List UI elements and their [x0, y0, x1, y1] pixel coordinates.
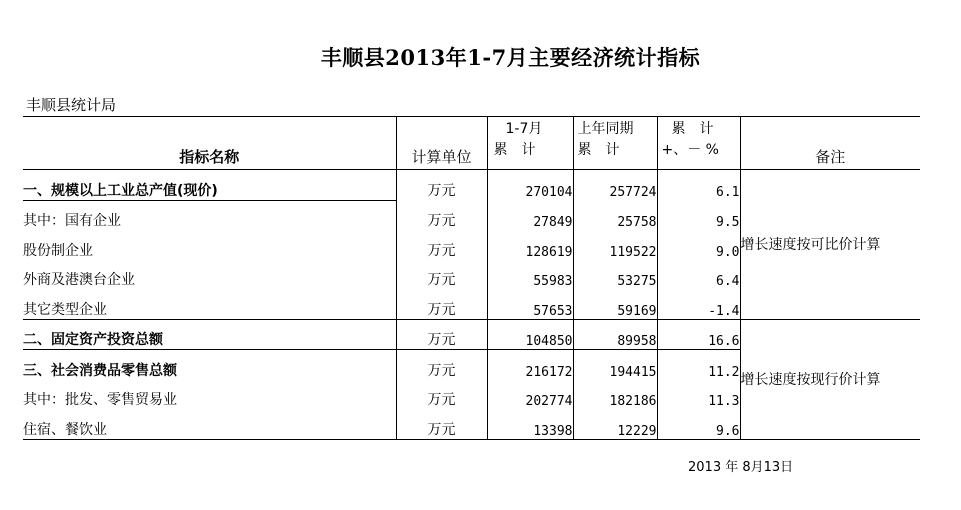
- cumulative-value: 202774: [487, 380, 573, 410]
- cumulative-value: 13398: [487, 409, 573, 439]
- remark-comparable-price: 增长速度按可比价计算: [740, 170, 920, 320]
- header-indicator-name: 指标名称: [23, 117, 396, 170]
- previous-year-value: 59169: [573, 289, 657, 319]
- growth-percent: 11.2: [657, 350, 740, 380]
- previous-year-value: 89958: [573, 319, 657, 350]
- cumulative-value: 55983: [487, 260, 573, 290]
- report-date: 2013 年 8月13日: [688, 460, 794, 475]
- header-cumulative-line2: 累 计: [493, 142, 536, 158]
- table-header-row: [23, 117, 920, 170]
- unit-cell: 万元: [396, 319, 487, 350]
- issuing-organization: 丰顺县统计局: [26, 96, 117, 114]
- remark-current-price: 增长速度按现行价计算: [740, 319, 920, 439]
- unit-cell: 万元: [396, 230, 487, 260]
- unit-cell: 万元: [396, 409, 487, 439]
- header-previous-line2: 累 计: [577, 142, 620, 158]
- table-row: [23, 170, 920, 201]
- previous-year-value: 194415: [573, 350, 657, 380]
- indicator-name: 三、社会消费品零售总额: [23, 362, 177, 379]
- indicator-name: 其中：批发、零售贸易业: [23, 392, 177, 408]
- header-cumulative-line1: 1-7月: [505, 121, 543, 137]
- previous-year-value: 257724: [573, 170, 657, 201]
- report-title: 丰顺县2013年1-7月主要经济统计指标: [320, 45, 701, 70]
- indicator-name: 二、固定资产投资总额: [23, 319, 396, 350]
- cumulative-value: 57653: [487, 289, 573, 319]
- cumulative-value: 104850: [487, 319, 573, 350]
- previous-year-value: 53275: [573, 260, 657, 290]
- previous-year-value: 182186: [573, 380, 657, 410]
- unit-cell: 万元: [396, 380, 487, 410]
- unit-cell: 万元: [396, 289, 487, 319]
- header-previous-year: [573, 117, 657, 170]
- cumulative-value: 27849: [487, 200, 573, 230]
- indicator-name: 住宿、餐饮业: [23, 409, 396, 439]
- growth-percent: 11.3: [657, 380, 740, 410]
- previous-year-value: 25758: [573, 200, 657, 230]
- indicator-name: 股份制企业: [23, 242, 93, 259]
- growth-percent: 6.1: [657, 170, 740, 201]
- header-previous-line1: 上年同期: [577, 121, 634, 137]
- growth-percent: 9.5: [657, 200, 740, 230]
- unit-cell: 万元: [396, 260, 487, 290]
- cumulative-value: 128619: [487, 230, 573, 260]
- header-remarks: 备注: [740, 117, 920, 170]
- indicator-name: 一、规模以上工业总产值(现价): [23, 170, 396, 201]
- unit-cell: 万元: [396, 350, 487, 380]
- growth-percent: 6.4: [657, 260, 740, 290]
- indicator-name: 其中：国有企业: [23, 213, 121, 229]
- header-cumulative: [487, 117, 573, 170]
- header-growth-line2: +、－ %: [661, 142, 719, 158]
- header-unit: 计算单位: [396, 117, 487, 170]
- cumulative-value: 216172: [487, 350, 573, 380]
- growth-percent: -1.4: [657, 289, 740, 319]
- previous-year-value: 12229: [573, 409, 657, 439]
- header-growth-line1: 累 计: [671, 121, 714, 137]
- cumulative-value: 270104: [487, 170, 573, 201]
- indicator-name: 外商及港澳台企业: [23, 272, 135, 288]
- previous-year-value: 119522: [573, 230, 657, 260]
- growth-percent: 16.6: [657, 319, 740, 350]
- unit-cell: 万元: [396, 200, 487, 230]
- unit-cell: 万元: [396, 170, 487, 201]
- indicator-name: 其它类型企业: [23, 289, 396, 319]
- header-growth-percent: [657, 117, 740, 170]
- statistics-table: [23, 116, 920, 440]
- growth-percent: 9.0: [657, 230, 740, 260]
- growth-percent: 9.6: [657, 409, 740, 439]
- table-row: [23, 319, 920, 350]
